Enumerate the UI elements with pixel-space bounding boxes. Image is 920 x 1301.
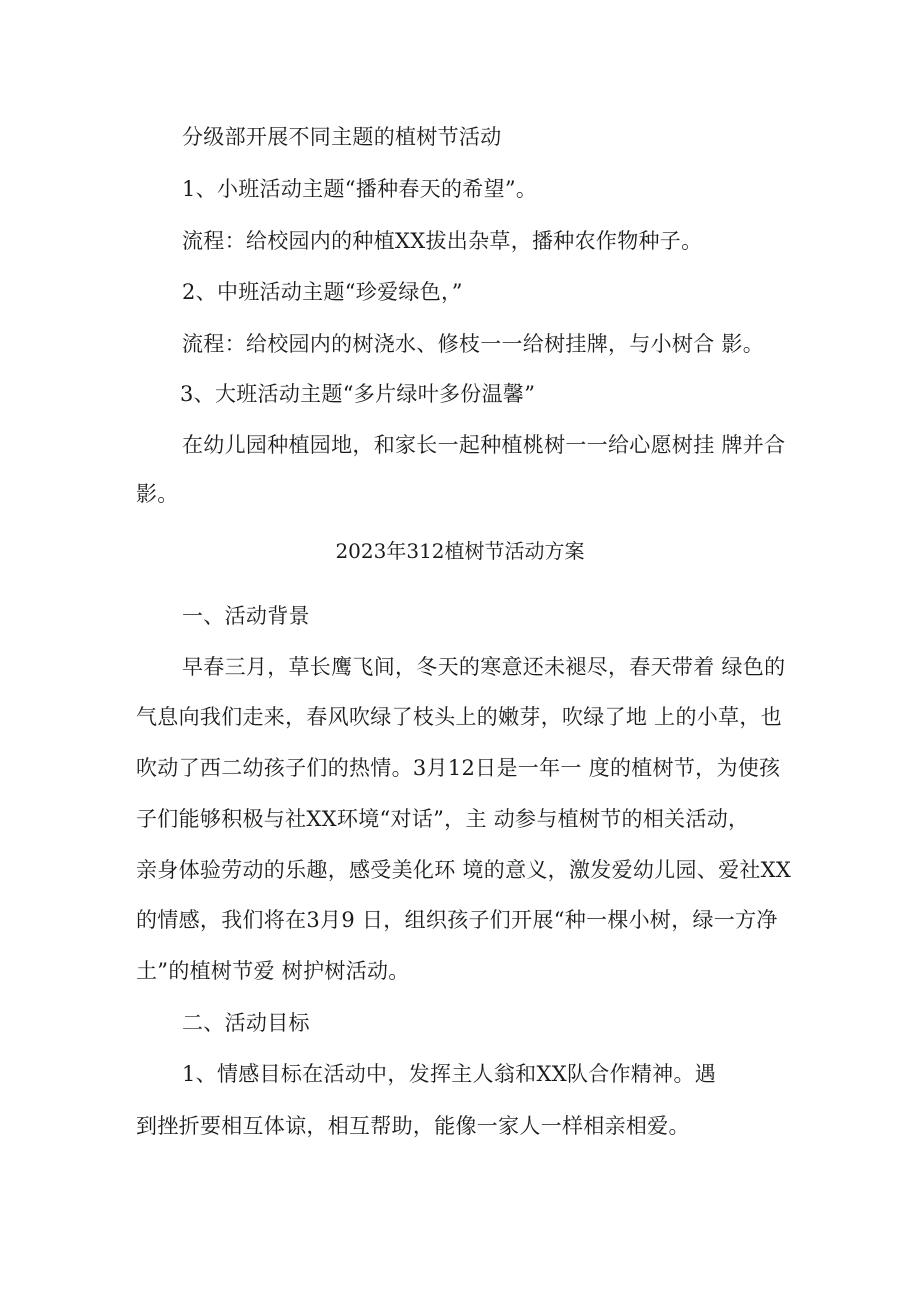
background-line: 亲身体验劳动的乐趣，感受美化环 境的意义，激发爱幼儿园、爱社XX [136,858,792,882]
middle-class-flow: 流程：给校园内的树浇水、修枝一一给树挂牌，与小树合 影。 [182,332,765,356]
large-class-theme: 3、大班活动主题“多片绿叶多份温馨” [180,382,536,406]
goal1-line1: 1、情感目标在活动中，发挥主人翁和XX队合作精神。遇 [182,1062,717,1086]
section-heading-background: 一、活动背景 [182,604,310,628]
goal1-line2: 到挫折要相互体谅，相互帮助，能像一家人一样相亲相爱。 [136,1114,690,1138]
large-class-flow-line1: 在幼儿园种植园地，和家长一起种植桃树一一给心愿树挂 牌并合 [182,433,786,457]
small-class-theme: 1、小班活动主题“播种春天的希望”。 [182,177,538,201]
intro-heading: 分级部开展不同主题的植树节活动 [182,125,502,149]
plan-title: 2023年312植树节活动方案 [335,539,585,563]
large-class-flow-line2: 影。 [136,482,179,506]
middle-class-theme: 2、中班活动主题“珍爱绿色，” [182,280,463,304]
background-line: 吹动了西二幼孩子们的热情。3月12日是一年一 度的植树节，为使孩 [136,756,781,780]
background-line: 气息向我们走来，春风吹绿了枝头上的嫩芽，吹绿了地 上的小草，也 [136,705,782,729]
background-line: 早春三月，草长鹰飞间，冬天的寒意还未褪尽，春天带着 绿色的 [182,655,786,679]
small-class-flow: 流程：给校园内的种植XX拔出杂草，播种农作物种子。 [182,229,703,253]
background-line: 子们能够积极与社XX环境“对话”，主 动参与植树节的相关活动， [136,807,750,831]
background-line: 的情感，我们将在3月9 日，组织孩子们开展“种一棵小树，绿一方净 [136,908,778,932]
background-line: 土”的植树节爱 树护树活动。 [136,959,410,983]
section-heading-goals: 二、活动目标 [182,1011,310,1035]
